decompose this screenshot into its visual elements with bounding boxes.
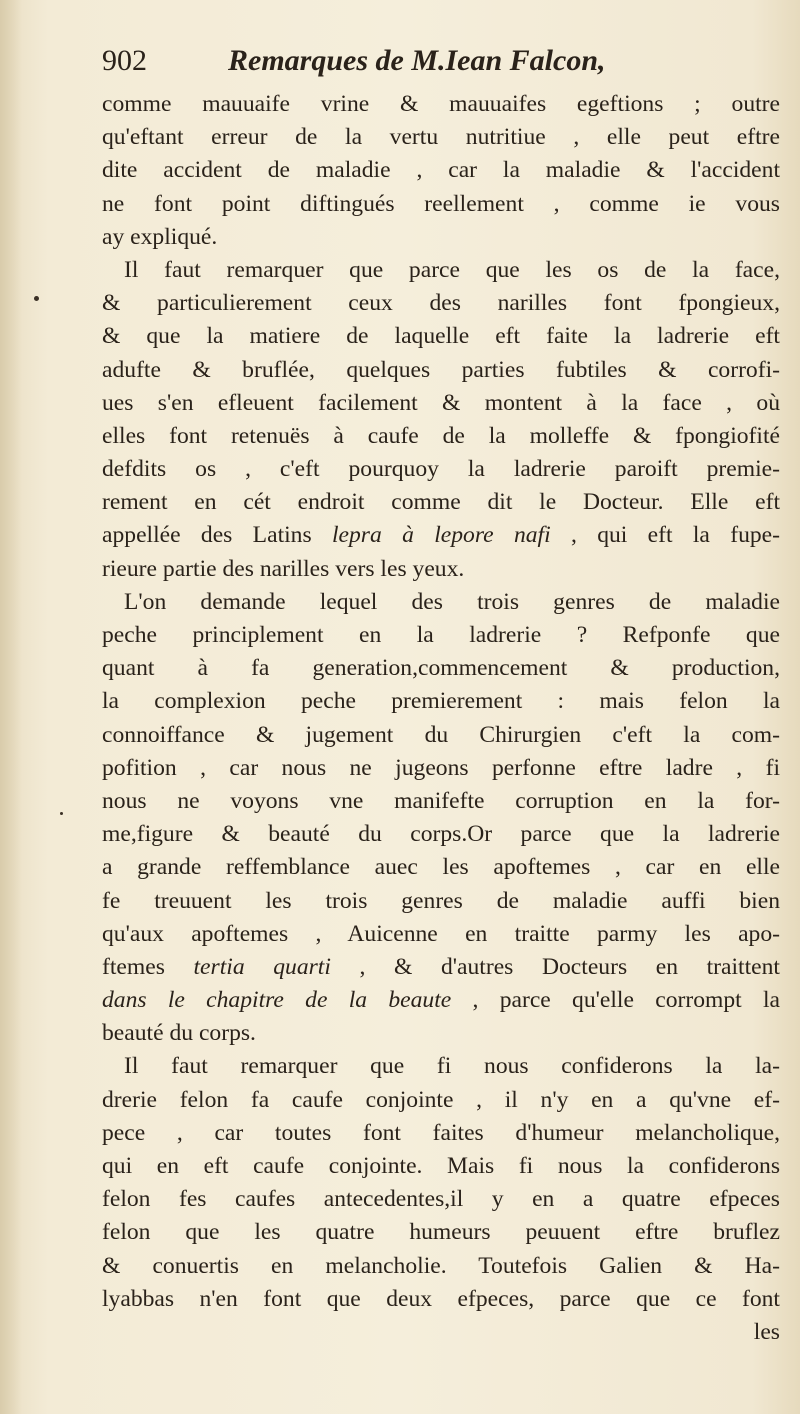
running-title: Remarques de M.Iean Falcon, [228, 44, 606, 77]
text-line [102, 1250, 780, 1283]
text-line [102, 1050, 780, 1083]
text-line [102, 553, 780, 586]
text-segment: comme mauuaife vrine & mauuaifes egeftions ; outre [102, 91, 780, 117]
page-number: 902 [102, 44, 147, 77]
text-line [102, 1084, 780, 1117]
italic-phrase: dans le chapitre de la beaute [102, 987, 452, 1014]
text-line [102, 685, 780, 718]
text-segment: rement en cét endroit comme dit le Docteur. Elle eft [102, 489, 780, 516]
text-line [102, 951, 780, 984]
text-line [102, 188, 780, 221]
text-segment: & conuertis en melancholie. Toutefois Galien & Ha- [102, 1252, 780, 1279]
text-segment: qu'eftant erreur de la vertu nutritiue , elle peut eftre [102, 124, 780, 151]
text-segment: appellée des Latins [102, 522, 332, 549]
text-line [102, 1316, 780, 1349]
text-segment: qui en eft caufe conjointe. Mais fi nous la confiderons [102, 1153, 780, 1179]
text-segment: rieure partie des narilles vers les yeux. [102, 555, 465, 582]
text-line [102, 918, 780, 951]
page-header [100, 40, 790, 90]
text-line [102, 984, 780, 1017]
text-segment: quant à fa generation,commencement & production, [102, 655, 780, 682]
text-line [102, 287, 780, 320]
text-line [102, 785, 780, 818]
text-segment: , & d'autres Docteurs en traittent [330, 953, 780, 980]
text-line [102, 1150, 780, 1183]
text-segment: pofition , car nous ne jugeons perfonne eftre ladre , fi [102, 754, 780, 781]
text-segment: connoiffance & jugement du Chirurgien c'eft la com- [102, 721, 780, 748]
text-segment: nous ne voyons vne manifefte corruption en la for- [102, 787, 780, 814]
text-segment: adufte & bruflée, quelques parties fubtiles & corrofi- [102, 356, 780, 383]
text-segment: ftemes [102, 953, 194, 980]
text-segment: peche principlement en la ladrerie ? Refponfe que [102, 622, 780, 648]
text-segment: la complexion peche premierement : mais felon la [102, 688, 780, 715]
text-line [102, 1183, 780, 1216]
ink-speck [60, 812, 63, 815]
text-line [102, 154, 780, 187]
body-text [102, 88, 780, 1349]
text-line [102, 1283, 780, 1316]
text-segment: ay expliqué. [102, 223, 218, 250]
text-line [102, 818, 780, 851]
text-segment: les [753, 1318, 780, 1345]
text-segment: pece , car toutes font faites d'humeur melancholique, [102, 1119, 780, 1146]
text-line [102, 1017, 780, 1050]
text-segment: dite accident de maladie , car la maladie & l'accident [102, 157, 780, 184]
italic-phrase: lepra à lepore nafi [331, 522, 551, 549]
text-segment: ues s'en efleuent facilement & montent à la face , où [102, 389, 780, 416]
text-line [102, 1117, 780, 1150]
text-line [102, 121, 780, 154]
text-line [102, 486, 780, 519]
text-line [102, 1216, 780, 1249]
text-segment: L'on demande lequel des trois genres de maladie [124, 588, 780, 615]
text-segment: & que la matiere de laquelle eft faite la ladrerie eft [102, 323, 780, 350]
text-line [102, 387, 780, 420]
text-line [102, 885, 780, 918]
text-segment: , parce qu'elle corrompt la [451, 987, 781, 1014]
text-line [102, 354, 780, 387]
text-line [102, 586, 780, 619]
text-line [102, 719, 780, 752]
page-binding-shadow [0, 0, 22, 1414]
text-line [102, 619, 780, 652]
text-segment: , qui eft la fupe- [550, 522, 780, 549]
text-line [102, 453, 780, 486]
text-segment: & particulierement ceux des narilles font fpongieux, [102, 290, 780, 317]
ink-speck [34, 296, 39, 301]
text-line [102, 254, 780, 287]
text-line [102, 221, 780, 254]
text-line [102, 320, 780, 353]
text-segment: Il faut remarquer que parce que les os de la face, [124, 256, 780, 283]
text-line [102, 752, 780, 785]
text-segment: drerie felon fa caufe conjointe , il n'y en a qu'vne ef- [102, 1086, 780, 1113]
italic-phrase: tertia quarti [193, 953, 331, 980]
text-segment: felon que les quatre humeurs peuuent eftre bruflez [102, 1219, 780, 1246]
text-line [102, 519, 780, 552]
text-segment: beauté du corps. [102, 1020, 256, 1047]
text-segment: defdits os , c'eft pourquoy la ladrerie paroift premie- [102, 456, 780, 483]
text-line [102, 88, 780, 121]
text-segment: felon fes caufes antecedentes,il y en a quatre efpeces [102, 1186, 780, 1213]
text-segment: Il faut remarquer que fi nous confiderons la la- [124, 1053, 780, 1080]
text-segment: qu'aux apoftemes , Auicenne en traitte parmy les apo- [102, 920, 780, 947]
text-segment: ne font point diftingués reellement , comme ie vous [102, 190, 780, 217]
text-line [102, 652, 780, 685]
text-line [102, 851, 780, 884]
text-segment: elles font retenuës à caufe de la molleffe & fpongiofité [102, 422, 780, 449]
text-line [102, 420, 780, 453]
text-segment: a grande reffemblance auec les apoftemes , car en elle [102, 854, 780, 881]
text-segment: fe treuuent les trois genres de maladie auffi bien [102, 887, 780, 914]
text-segment: lyabbas n'en font que deux efpeces, parce que ce font [102, 1285, 780, 1312]
text-segment: me,figure & beauté du corps.Or parce que la ladrerie [102, 821, 780, 848]
